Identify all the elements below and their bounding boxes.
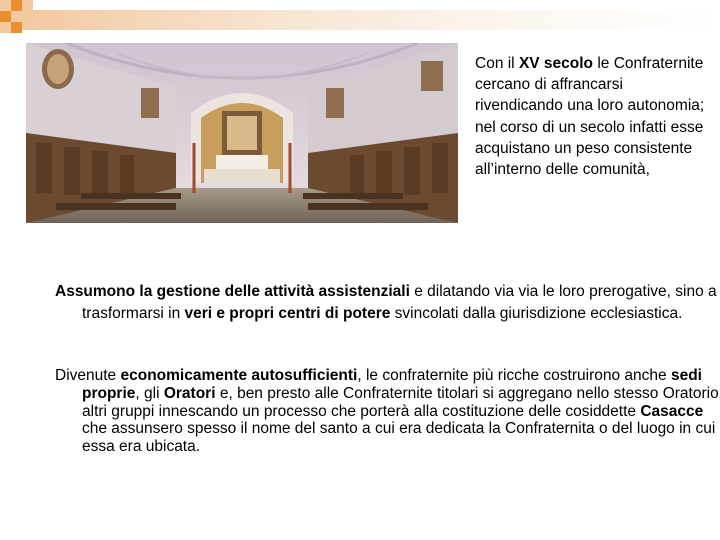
p2-text-1: Divenute — [55, 367, 121, 384]
side-text-2: le Confraternite cercano di affrancarsi rivendicando una loro autonomia; nel corso di un secolo infatti esse acquistano un peso consistente all’interno delle comunità, — [475, 55, 705, 179]
p2-bold-2: sedi proprie — [82, 367, 702, 402]
side-text-1: Con il — [475, 55, 519, 72]
church-interior-image — [26, 43, 458, 223]
decor-square — [11, 22, 22, 33]
p1-text-1: e dilatando via via le loro prerogative, sino a trasformarsi in — [82, 283, 717, 322]
header-decoration — [0, 0, 720, 40]
p1-text-2: svincolati dalla giurisdizione ecclesiastica. — [390, 304, 683, 322]
p1-bold-2: veri e propri centri di potere — [184, 304, 391, 322]
p2-bold-4: Casacce — [640, 402, 704, 420]
p2-text-5: che assunsero spesso il nome del santo a cui era dedicata la Confraternita o del luogo in cui essa era ubicata. — [82, 420, 716, 456]
side-bold-1: XV secolo — [518, 55, 594, 72]
decor-square — [11, 0, 22, 11]
decor-square — [0, 0, 11, 11]
p2-text-4: e, ben presto alle Confraternite titolari si aggregano nello stesso Oratorio altri gruppi innescando un processo che porterà alla costituzione delle cosiddette — [82, 384, 719, 420]
decor-square — [11, 11, 22, 22]
decor-square — [0, 11, 11, 22]
decor-square — [22, 0, 33, 11]
p1-bold-1: Assumono la gestione delle attività assistenziali — [55, 283, 410, 300]
paragraph-assistenza — [55, 281, 720, 324]
p2-bold-1: economicamente autosufficienti — [120, 367, 358, 384]
header-gradient-bar — [22, 10, 720, 30]
decor-square — [0, 22, 11, 33]
p2-text-3: , gli — [135, 384, 164, 402]
paragraph-oratori — [55, 367, 720, 456]
side-paragraph — [475, 53, 711, 180]
p2-text-2: , le confraternite più ricche costruirono anche — [357, 367, 671, 384]
p2-bold-3: Oratori — [163, 384, 216, 402]
